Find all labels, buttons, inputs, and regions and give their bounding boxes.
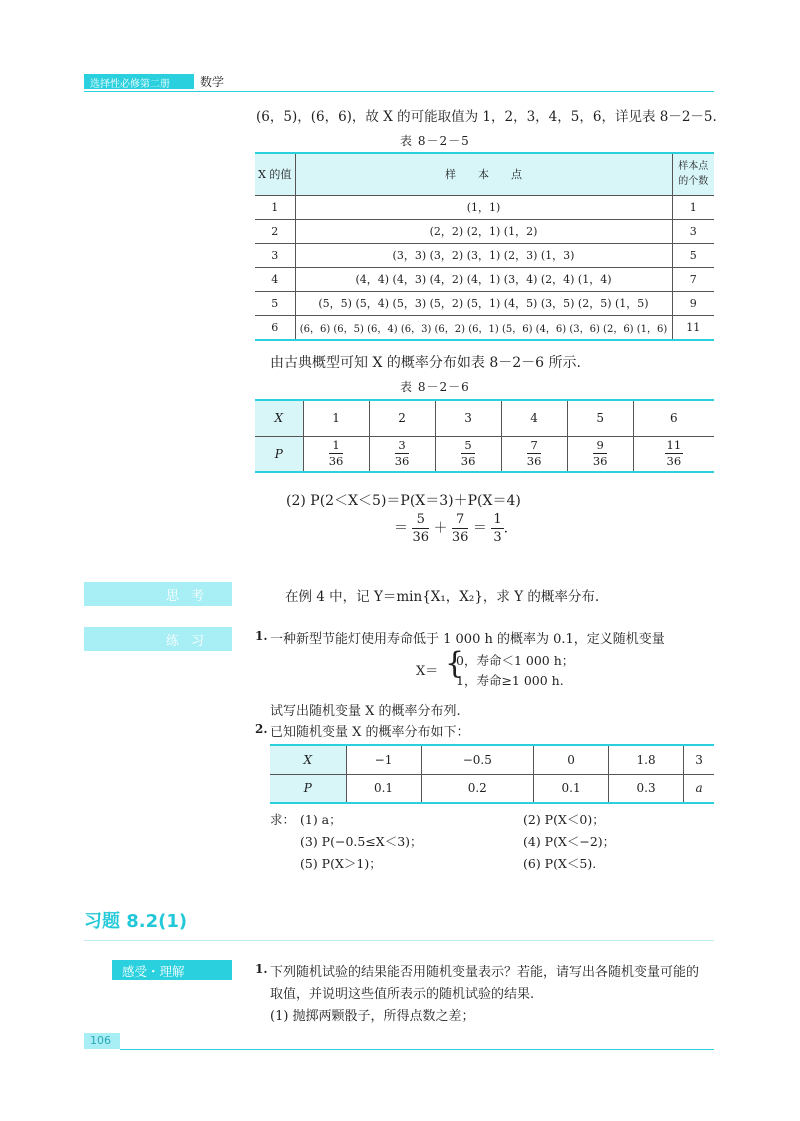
sub-question: (6) P(X＜5). — [523, 856, 597, 871]
denominator: 36 — [592, 454, 608, 469]
denominator: 36 — [394, 454, 410, 469]
table-cell: 5 — [255, 291, 295, 315]
x-value: 3 — [684, 745, 714, 774]
q1-tail: 试写出随机变量 X 的概率分布列. — [270, 704, 461, 719]
p-label: P — [270, 774, 346, 803]
series-title: 选择性必修第二册 — [90, 79, 170, 90]
practice-label: 练习 — [165, 634, 216, 649]
equals-sign: ＝ — [472, 520, 487, 537]
numerator: 9 — [593, 440, 608, 455]
numerator: 7 — [452, 513, 469, 529]
table-cell: 9 — [672, 291, 714, 315]
sample-space-table — [255, 152, 714, 341]
table-cell: 7 — [672, 267, 714, 291]
page-number: 106 — [90, 1034, 111, 1047]
brace-icon: { — [445, 646, 465, 681]
table-cell: 3 — [672, 219, 714, 243]
table-cell: 5 — [672, 243, 714, 267]
page-number-band — [84, 1033, 120, 1049]
table-cell: (4，4) (4，3) (4，2) (4，1) (3，4) (2，4) (1，4) — [295, 267, 672, 291]
calc-line2 — [394, 513, 508, 544]
table-cell: (6，6) (6，5) (6，4) (6，3) (6，2) (6，1) (5，6) (4，6) (3，6) (2，6) (1，6) — [295, 315, 672, 340]
sub-question: (5) P(X＞1)； — [300, 856, 382, 871]
denominator: 36 — [526, 454, 542, 469]
table-cell: (5，5) (5，4) (5，3) (5，2) (5，1) (4，5) (3，5) (2，5) (1，5) — [295, 291, 672, 315]
x-value: 3 — [435, 400, 501, 436]
table-cell: 6 — [255, 315, 295, 340]
p-fraction — [633, 436, 714, 472]
th-sample-points: 样 本 点 — [295, 153, 672, 195]
think-label: 思考 — [165, 589, 216, 604]
th-count-line1: 样本点 — [678, 161, 709, 173]
denominator: 36 — [460, 454, 476, 469]
numerator: 5 — [461, 440, 476, 455]
denominator: 3 — [493, 530, 502, 545]
p-fraction — [435, 436, 501, 472]
p-fraction — [303, 436, 369, 472]
table-cell: 3 — [255, 243, 295, 267]
think-band — [84, 582, 232, 606]
p-fraction — [369, 436, 435, 472]
numerator: 5 — [412, 513, 429, 529]
intro-line: (6，5)，(6，6)，故 X 的可能取值为 1，2，3，4，5，6，详见表 8－2－5. — [256, 109, 717, 125]
plus-sign: ＋ — [433, 520, 448, 537]
x-value: 5 — [567, 400, 633, 436]
sub-question: (1) a； — [300, 812, 342, 827]
table-cell: (2，2) (2，1) (1，2) — [295, 219, 672, 243]
x-row — [255, 400, 714, 436]
ask-label: 求： — [270, 812, 296, 827]
numerator: 11 — [665, 440, 684, 455]
table-cell: (3，3) (3，2) (3，1) (2，3) (1，3) — [295, 243, 672, 267]
table-cell: (1，1) — [295, 195, 672, 219]
p-value: a — [684, 774, 714, 803]
x-value: −1 — [346, 745, 421, 774]
numerator: 1 — [493, 512, 502, 527]
exercise-rule — [84, 940, 714, 941]
p-value: 0.1 — [534, 774, 609, 803]
sub-question: (3) P(−0.5≤X＜3)； — [300, 834, 423, 849]
q1-lhs: X＝ — [416, 664, 439, 679]
p-value: 0.3 — [609, 774, 684, 803]
th-count-line2: 的个数 — [678, 176, 709, 188]
th-count — [672, 153, 714, 195]
q1-text: 一种新型节能灯使用寿命低于 1 000 h 的概率为 0.1，定义随机变量 — [270, 632, 665, 647]
ex-q1-line1: 下列随机试验的结果能否用随机变量表示？若能，请写出各随机变量可能的 — [270, 965, 700, 980]
x-label: X — [255, 400, 303, 436]
probability-table — [255, 399, 714, 473]
table-cell: 2 — [255, 219, 295, 243]
p-fraction — [501, 436, 567, 472]
q1-number: 1. — [255, 629, 268, 643]
denominator: 36 — [666, 454, 682, 469]
p-value: 0.2 — [421, 774, 534, 803]
numerator: 1 — [329, 440, 344, 455]
th-x-value: X 的值 — [255, 153, 295, 195]
p-value: 0.1 — [346, 774, 421, 803]
x-value: 4 — [501, 400, 567, 436]
x-value: −0.5 — [421, 745, 534, 774]
think-text: 在例 4 中，记 Y＝min{X₁，X₂}，求 Y 的概率分布. — [285, 589, 600, 605]
distribution-line: 由古典概型可知 X 的概率分布如表 8－2－6 所示. — [270, 355, 581, 371]
x-value: 0 — [534, 745, 609, 774]
practice-band — [84, 627, 232, 651]
ex-q1-line2: 取值，并说明这些值所表示的随机试验的结果. — [270, 987, 535, 1002]
q1-case2: 1，寿命≥1 000 h. — [456, 673, 564, 688]
exercise-band-label: 感受・理解 — [122, 964, 185, 979]
numerator: 3 — [395, 440, 410, 455]
q2-text: 已知随机变量 X 的概率分布如下： — [270, 725, 470, 740]
footer-rule — [120, 1049, 714, 1050]
q1-case1: 0，寿命＜1 000 h； — [456, 653, 575, 668]
x-label: X — [270, 745, 346, 774]
x-value: 1.8 — [609, 745, 684, 774]
sub-question: (4) P(X＜−2)； — [523, 834, 616, 849]
q2-number: 2. — [255, 722, 268, 736]
x-value: 1 — [303, 400, 369, 436]
equals-sign: ＝ — [394, 520, 408, 537]
subject-title: 数学 — [200, 75, 225, 89]
x-value: 6 — [633, 400, 714, 436]
denominator: 36 — [412, 530, 429, 545]
header-rule — [84, 91, 714, 92]
exercise-title: 习题 8.2(1) — [84, 911, 188, 932]
calc-line1: (2) P(2＜X＜5)＝P(X＝3)＋P(X＝4) — [286, 493, 521, 509]
ex-q1-number: 1. — [255, 962, 268, 976]
table-cell: 1 — [672, 195, 714, 219]
denominator: 36 — [328, 454, 344, 469]
p-row — [255, 436, 714, 472]
series-band — [84, 74, 194, 89]
period: . — [503, 520, 509, 537]
table-cell: 11 — [672, 315, 714, 340]
table1-caption: 表 8－2－5 — [400, 134, 470, 148]
x-value: 2 — [369, 400, 435, 436]
denominator: 36 — [451, 530, 469, 545]
table-cell: 1 — [255, 195, 295, 219]
p-fraction — [567, 436, 633, 472]
ex-q1-sub: (1) 抛掷两颗骰子，所得点数之差； — [270, 1009, 475, 1024]
exercise-band — [112, 960, 232, 980]
table-cell: 4 — [255, 267, 295, 291]
p-label: P — [255, 436, 303, 472]
numerator: 7 — [527, 440, 542, 455]
table2-caption: 表 8－2－6 — [400, 380, 470, 394]
sub-question: (2) P(X＜0)； — [523, 812, 605, 827]
distribution-table — [270, 744, 714, 804]
